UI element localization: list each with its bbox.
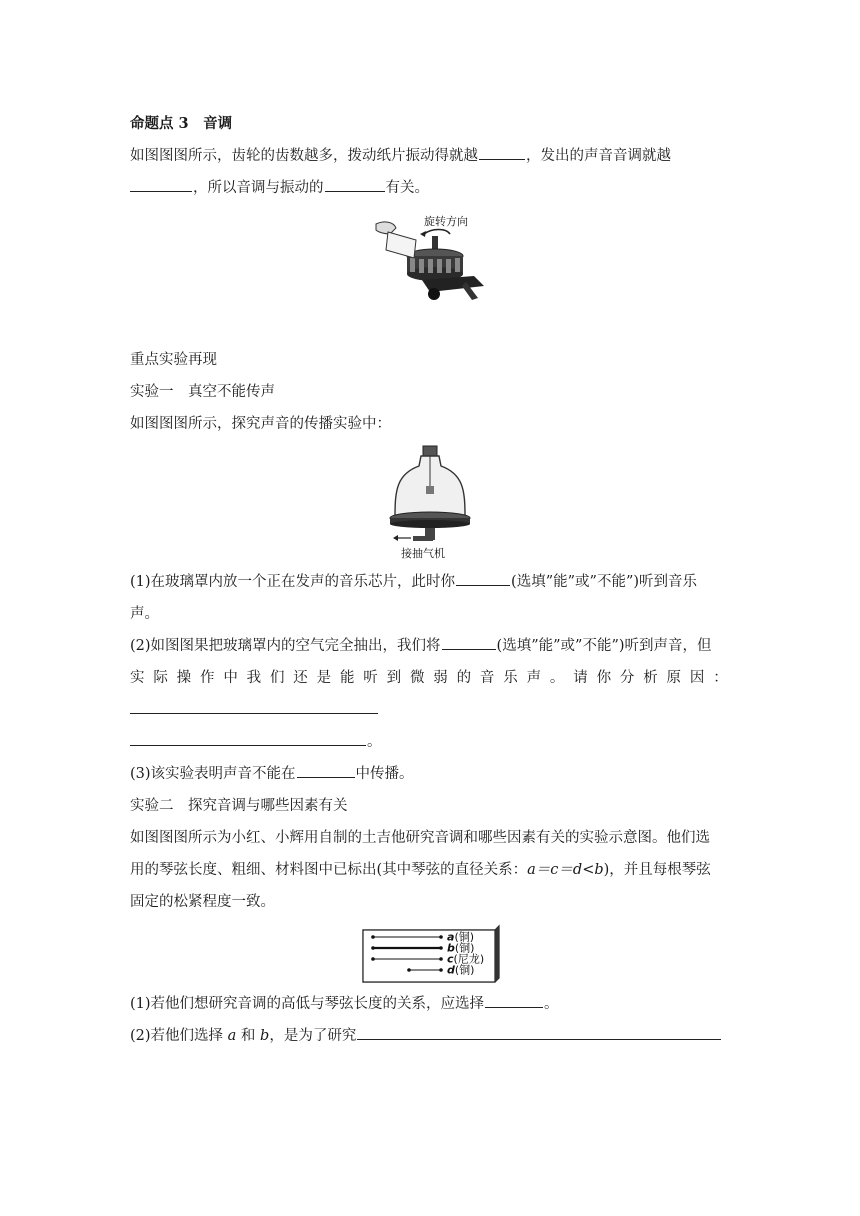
question xyxy=(130,1020,730,1052)
question xyxy=(130,630,730,662)
spread-char: 能 xyxy=(339,670,355,686)
answer-line xyxy=(130,726,730,758)
arrow-head-icon xyxy=(420,231,426,237)
figure-label: 接抽气机 xyxy=(401,547,445,560)
paragraph xyxy=(130,172,730,204)
spread-char: 还 xyxy=(293,670,308,686)
text: 。 xyxy=(367,734,382,750)
spread-char: 中 xyxy=(223,670,238,686)
text: (选填”能”或”不能”)听到音乐 xyxy=(511,574,698,590)
variable: a xyxy=(227,1028,237,1044)
text: (3)该实验表明声音不能在 xyxy=(130,766,296,782)
answer-blank[interactable] xyxy=(297,776,355,778)
bell-jar-icon xyxy=(395,446,465,516)
answer-blank[interactable] xyxy=(130,744,366,746)
paragraph xyxy=(130,854,730,886)
hand-with-paper-icon xyxy=(376,222,416,258)
spread-char: 我 xyxy=(246,670,262,686)
section-title: 命题点 3 音调 xyxy=(130,115,233,132)
text: (1)若他们想研究音调的高低与琴弦长度的关系，应选择 xyxy=(130,996,485,1012)
string-peg-icon xyxy=(439,935,443,939)
text: 用的琴弦长度、粗细、材料图中已标出(其中琴弦的直径关系： xyxy=(130,862,528,878)
spread-char: 。 xyxy=(549,670,565,686)
experiments-heading: 重点实验再现 xyxy=(130,352,217,368)
answer-blank[interactable] xyxy=(130,190,192,192)
paragraph: 如图图图所示，探究声音的传播实验中： xyxy=(130,416,391,432)
answer-blank[interactable] xyxy=(130,712,378,714)
stand-icon xyxy=(422,276,484,300)
string-peg-icon xyxy=(371,946,375,950)
string-peg-icon xyxy=(407,968,411,972)
answer-blank[interactable] xyxy=(479,158,525,160)
answer-line xyxy=(130,694,730,726)
spread-char: 弱 xyxy=(433,670,448,686)
spread-char: 的 xyxy=(456,670,472,686)
answer-blank[interactable] xyxy=(456,584,510,586)
rotation-arrow-icon xyxy=(424,230,450,235)
variable: b xyxy=(260,1028,270,1044)
spread-char: 乐 xyxy=(503,670,518,686)
experiment-title: 实验一 真空不能传声 xyxy=(130,384,275,400)
string-letter: c xyxy=(447,952,454,966)
question xyxy=(130,566,730,598)
guitar-strings-figure xyxy=(359,924,501,986)
string-peg-icon xyxy=(371,957,375,961)
text: 中传播。 xyxy=(355,766,414,782)
string-label xyxy=(447,963,474,977)
paragraph: 如图图图所示为小红、小辉用自制的土吉他研究音调和哪些因素有关的实验示意图。他们选 xyxy=(130,830,710,846)
text: 。 xyxy=(544,996,559,1012)
string-material: (铜) xyxy=(454,941,475,955)
spread-char: 操 xyxy=(176,670,192,686)
text: 有关。 xyxy=(385,180,429,196)
text: (2)若他们选择 xyxy=(130,1028,228,1044)
spread-char: 实 xyxy=(130,670,145,686)
text: ，所以音调与振动的 xyxy=(193,180,324,196)
spread-char: 微 xyxy=(409,670,425,686)
text: (1)在玻璃罩内放一个正在发声的音乐芯片，此时你 xyxy=(130,574,456,590)
text: 如图图图所示，齿轮的齿数越多，拨动纸片振动得就越 xyxy=(130,148,478,164)
gears-icon xyxy=(407,249,463,281)
spread-char: 你 xyxy=(596,670,612,686)
gear-figure xyxy=(374,212,486,308)
spread-char: 是 xyxy=(316,670,332,686)
string-material: (铜) xyxy=(454,930,475,944)
text: ，是为了研究 xyxy=(269,1028,357,1044)
string-material: (铜) xyxy=(454,963,475,977)
text: 和 xyxy=(236,1028,261,1044)
figure-label: 旋转方向 xyxy=(424,215,468,228)
text: (2)如图图果把玻璃罩内的空气完全抽出，我们将 xyxy=(130,638,441,654)
paragraph xyxy=(130,140,730,172)
spread-char: 分 xyxy=(619,670,635,686)
spread-char: 因 xyxy=(689,670,705,686)
question-continued: 声。 xyxy=(130,606,159,622)
spread-char: 到 xyxy=(386,670,402,686)
answer-blank[interactable] xyxy=(485,1006,543,1008)
text: ，发出的声音音调就越 xyxy=(526,148,671,164)
question xyxy=(130,988,730,1020)
string-letter: b xyxy=(447,941,455,955)
answer-blank[interactable] xyxy=(442,648,496,650)
string-peg-icon xyxy=(439,957,443,961)
text: )，并且每根琴弦 xyxy=(603,862,711,878)
string-letter: a xyxy=(447,930,455,944)
math-expression: a＝c＝d<b xyxy=(527,862,604,878)
string-material: (尼龙) xyxy=(453,952,485,966)
base-plate-icon xyxy=(390,512,470,541)
spread-char: 请 xyxy=(573,670,588,686)
string-peg-icon xyxy=(439,946,443,950)
spread-char: 声 xyxy=(526,670,542,686)
experiment-title: 实验二 探究音调与哪些因素有关 xyxy=(130,798,348,814)
spread-char: 际 xyxy=(153,670,168,686)
arrow-head-icon xyxy=(393,535,398,541)
document-page xyxy=(130,108,730,1052)
spread-char: 原 xyxy=(666,670,682,686)
spread-char: 析 xyxy=(643,670,658,686)
spread-char: 作 xyxy=(199,670,215,686)
spread-char: 听 xyxy=(363,670,378,686)
text: (选填”能”或”不能”)听到声音，但 xyxy=(496,638,712,654)
answer-blank[interactable] xyxy=(357,1038,721,1040)
spread-char: 们 xyxy=(269,670,285,686)
answer-blank[interactable] xyxy=(325,190,385,192)
string-peg-icon xyxy=(371,935,375,939)
string-letter: d xyxy=(447,963,455,977)
paragraph: 固定的松紧程度一致。 xyxy=(130,894,275,910)
question xyxy=(130,758,730,790)
question-spread-line xyxy=(130,662,728,694)
spread-char: ： xyxy=(713,670,728,686)
bell-jar-figure xyxy=(385,444,475,562)
string-peg-icon xyxy=(439,968,443,972)
spread-char: 音 xyxy=(479,670,495,686)
